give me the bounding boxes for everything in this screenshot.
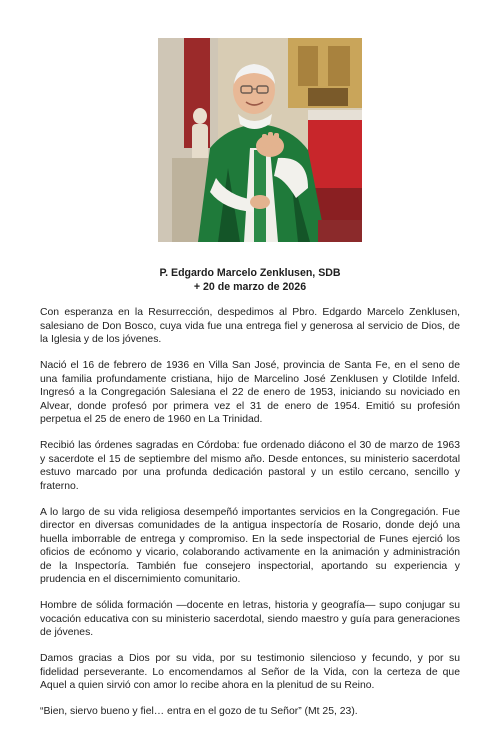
death-date: + 20 de marzo de 2026 <box>193 281 307 293</box>
deceased-name: P. Edgardo Marcelo Zenklusen, SDB <box>159 267 341 279</box>
scripture-quote: “Bien, siervo bueno y fiel… entra en el gozo de tu Señor” (Mt 25, 23). <box>40 706 358 717</box>
paragraph-ordination: Recibió las órdenes sagradas en Córdoba: fue ordenado diácono el 30 de marzo de 1963 y sacerdote el 15 de septiembre del mismo año. Desde entonces, su ministerio sacerdotal estuvo marcado por una profunda dedicación pastoral y un estilo cercano, sencillo y fraterno. <box>40 440 460 492</box>
obituary-heading <box>0 266 500 294</box>
paragraph-intro: Con esperanza en la Resurrección, despedimos al Pbro. Edgardo Marcelo Zenklusen, salesiano de Don Bosco, cuya vida fue una entrega fiel y generosa al servicio de Dios, de la Iglesia y de los jóvenes. <box>40 307 460 345</box>
paragraph-birth: Nació el 16 de febrero de 1936 en Villa San José, provincia de Santa Fe, en el seno de una familia profundamente cristiana, hijo de Marcelino José Zenklusen y Clotilde Infeld. Ingresó a la Congregación Salesiana el 22 de enero de 1953, iniciando su noviciado en Alvear, donde profesó por primera vez el 31 de enero de 1954. Emitió su profesión perpetua el 25 de enero de 1960 en La Trinidad. <box>40 360 460 425</box>
obituary-body <box>40 306 460 731</box>
paragraph-service: A lo largo de su vida religiosa desempeñó importantes servicios en la Congregación. Fue director en diversas comunidades de la antigua inspectoría de Rosario, donde dejó una huella imborrable de entrega y compromiso. En la sede inspectorial de Funes ejerció los oficios de ecónomo y vicario, colaborando activamente en la animación y administración de la Inspectoría. También fue consejero inspectorial, aportando su experiencia y prudencia en el discernimiento comunitario. <box>40 506 460 585</box>
paragraph-thanks: Damos gracias a Dios por su vida, por su testimonio silencioso y fecundo, y por su fidelidad perseverante. Lo encomendamos al Señor de la Vida, con la certeza de que Aquel a quien sirvió con amor lo recibe ahora en la plenitud de su Reino. <box>40 653 460 691</box>
priest-photo <box>158 38 362 242</box>
paragraph-formation: Hombre de sólida formación —docente en letras, historia y geografía— supo conjugar su vocación educativa con su ministerio sacerdotal, siendo maestro y guía para generaciones de jóvenes. <box>40 600 460 638</box>
